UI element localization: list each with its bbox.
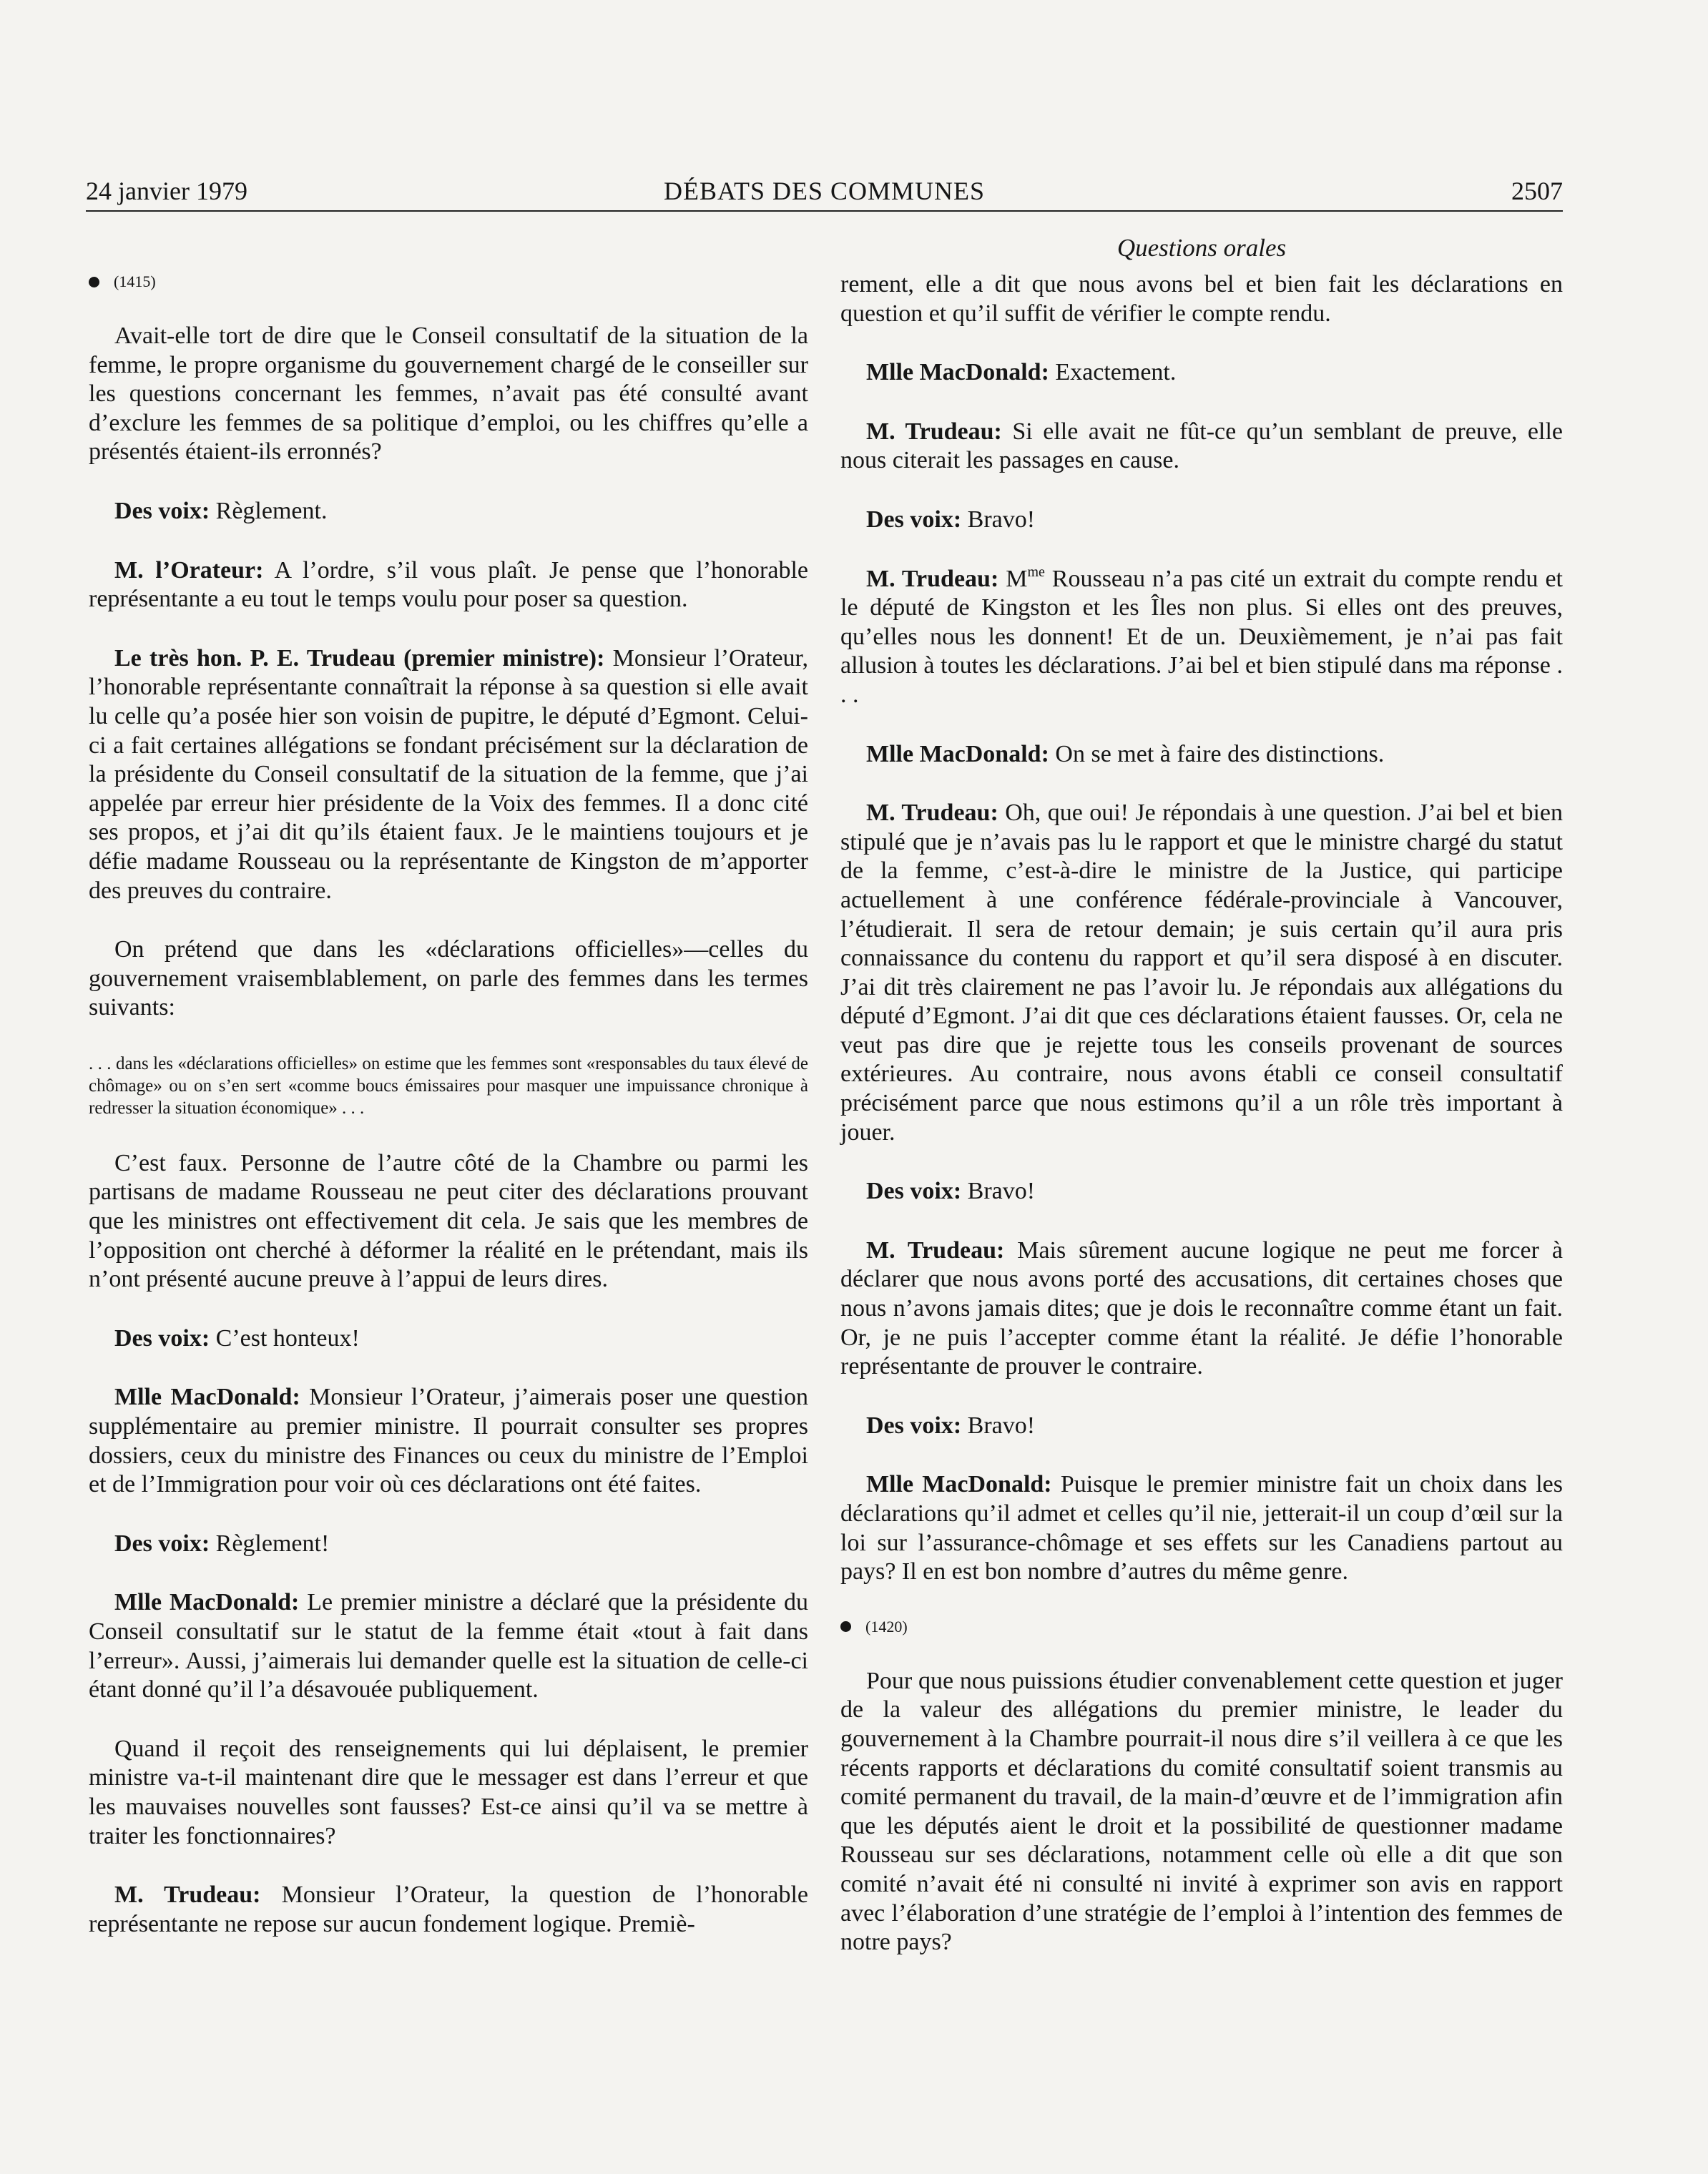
speech (840, 799, 1563, 1147)
header-title: DÉBATS DES COMMUNES (663, 177, 986, 205)
speech (840, 1236, 1563, 1382)
speech-text: Bravo! (961, 1178, 1036, 1205)
speech (89, 1588, 808, 1704)
speaker-name: Mlle MacDonald: (114, 1589, 300, 1616)
time-marker-label: (1420) (865, 1617, 908, 1636)
right-column (840, 270, 1563, 1957)
speech-text: Oh, que oui! Je répondais à une question. J’ai bel et bien stipulé que je n’avais pas lu le rapport et que le ministre chargé du statut de la femme, c’est-à-dire le ministre de la Justice, qui participe actuellement à une conférence fédérale-provinciale à Vancouver, l’étudierait. Il sera de retour demain; je suis certain qu’il aura pris connaissance du contenu du rapport et qu’il sera disposé à en discuter. J’ai dit très clairement ne pas l’avoir lu. Je répondais aux allégations du député d’Egmont. J’ai dit que ces déclarations étaient fausses. Or, cela ne veut pas dire que je rejette tous les conseils provenant de sources extérieures. Au contraire, nous avons établi ce conseil consultatif précisément parce que nous estimons qu’il a un rôle très important à jouer. (840, 800, 1563, 1146)
speech (89, 644, 808, 905)
speech (840, 418, 1563, 476)
speaker-name: Mlle MacDonald: (866, 1471, 1052, 1498)
speaker-name: M. Trudeau: (866, 1236, 1005, 1264)
page-number: 2507 (1511, 177, 1563, 205)
speaker-name: Mlle MacDonald: (114, 1384, 300, 1411)
paragraph: C’est faux. Personne de l’autre côté de la Chambre ou parmi les partisans de madame Rousseau ne peut citer des déclarations prouvant que les ministres ont effectivement dit cela. Je sais que les membres de l’opposition ont cherché à déformer la réalité en le prétendant, mais ils n’ont présenté aucune preuve à l’appui de leurs dires. (89, 1149, 808, 1293)
paragraph: Pour que nous puissions étudier convenablement cette question et juger de la valeur des allégations du premier ministre, le leader du gouvernement à la Chambre pourrait-il nous dire s’il veillera à ce que les récents rapports et déclarations du comité consultatif soient transmis au comité permanent du travail, de la main-d’œuvre et de l’immigration afin que les députés aient le droit et la possibilité de questionner madame Rousseau sur ses déclarations, notamment celle où elle a dit que son comité n’avait été ni consulté ni invité à exprimer son avis en rapport avec l’élaboration d’une stratégie de l’emploi à l’intention des femmes de notre pays? (840, 1667, 1563, 1956)
speech-text: Monsieur l’Orateur, j’aimerais poser une question supplémentaire au premier ministre. Il pourrait consulter ses propres dossiers, ceux du ministre des Finances ou ceux du ministre de l’Emploi et de l’Immigration pour voir où ces déclarations ont été faites. (89, 1384, 808, 1498)
time-marker-label: (1415) (114, 272, 156, 290)
speaker-name: Des voix: (866, 1178, 962, 1205)
speech-text: On se met à faire des distinctions. (1049, 740, 1385, 767)
superscript: me (1027, 564, 1045, 580)
speech-text: Rousseau n’a pas cité un extrait du compte rendu et le député de Kingston et les Îles non plus. Si elles ont des preuves, qu’elles nous les donnent! Et de un. Deuxièmement, je n’ai pas fait allusion à toutes les déclarations. J’ai bel et bien stipulé dans ma réponse . . . (840, 565, 1564, 708)
speaker-name: M. Trudeau: (866, 565, 999, 592)
paragraph: Quand il reçoit des renseignements qui lui déplaisent, le premier ministre va-t-il maintenant dire que le messager est dans l’erreur et que les mauvaises nouvelles sont fausses? Est-ce ainsi qu’il va se mettre à traiter les fonctionnaires? (89, 1735, 808, 1849)
speaker-name: M. l’Orateur: (114, 556, 264, 584)
speaker-name: Des voix: (114, 1324, 210, 1352)
bullet-icon (89, 277, 99, 287)
speech-text: Monsieur l’Orateur, la question de l’honorable représentante ne repose sur aucun fondement logique. Premiè- (89, 1882, 808, 1937)
speech-text: Bravo! (961, 506, 1036, 533)
speaker-name: M. Trudeau: (114, 1882, 261, 1909)
speech (840, 1470, 1563, 1586)
header-date: 24 janvier 1979 (86, 177, 247, 205)
left-column (89, 272, 808, 1939)
speech (840, 506, 1563, 535)
speech (89, 1383, 808, 1499)
time-marker (840, 1617, 1563, 1637)
speaker-name: Des voix: (114, 497, 210, 524)
speaker-name: Des voix: (866, 1412, 962, 1439)
speech-text: Mais sûrement aucune logique ne peut me forcer à déclarer que nous avons porté des accusations, dit certaines choses que nous n’avons jamais dites; que je dois le reconnaître comme étant un fait. Or, je ne puis l’accepter comme étant la réalité. Je défie l’honorable représentante de prouver le contraire. (840, 1236, 1563, 1380)
speaker-name: M. Trudeau: (866, 418, 1002, 445)
speech-text: Monsieur l’Orateur, l’honorable représentante connaîtrait la réponse à sa question si elle avait lu celle qu’a posée hier son voisin de pupitre, le député d’Egmont. Celui-ci a fait certaines allégations se fondant précisément sur la déclaration de la présidente du Conseil consultatif de la situation de la femme, que j’ai appelée par erreur hier présidente de la Voix des femmes. Il a donc cité ses propos, et j’ai dit qu’ils étaient faux. Je le maintiens toujours et je défie madame Rousseau ou la représentante de Kingston de m’apporter des preuves du contraire. (89, 644, 808, 904)
page-header (86, 174, 1563, 208)
speech (89, 556, 808, 614)
speech-text: Le premier ministre a déclaré que la présidente du Conseil consultatif sur le statut de la femme était «tout à fait dans l’erreur». Aussi, j’aimerais lui demander quelle est la situation de celle-ci étant donné qu’il l’a désavouée publiquement. (89, 1589, 809, 1703)
speech-text: Exactement. (1049, 359, 1177, 386)
speaker-name: Des voix: (114, 1530, 210, 1557)
paragraph-continued: rement, elle a dit que nous avons bel et bien fait les déclarations en question et qu’il suffit de vérifier le compte rendu. (840, 271, 1563, 327)
header-rule (86, 210, 1563, 212)
block-quote: . . . dans les «déclarations officielles» on estime que les femmes sont «responsables du taux élevé de chômage» ou on s’en sert «comme boucs émissaires pour masquer une impuissance chronique à redresser la situation économique» . . . (89, 1053, 808, 1118)
time-marker (89, 272, 808, 292)
speech-text: M (998, 565, 1028, 592)
speech-text: C’est honteux! (210, 1324, 360, 1352)
speech (89, 1881, 808, 1939)
speech-text: Bravo! (961, 1412, 1036, 1439)
speech-text: Règlement! (210, 1530, 330, 1557)
speech (840, 565, 1563, 710)
speaker-name: Le très hon. P. E. Trudeau (premier ministre): (114, 644, 605, 672)
paragraph: Avait-elle tort de dire que le Conseil consultatif de la situation de la femme, le propre organisme du gouvernement chargé de le conseiller sur les questions concernant les femmes, n’avait pas été consulté avant d’exclure les femmes de sa politique d’emploi, ou les chiffres qu’elle a présentés étaient-ils erronnés? (89, 323, 808, 466)
speech-text: Règlement. (210, 497, 328, 524)
speech-text: Puisque le premier ministre fait un choix dans les déclarations qu’il admet et celles qu’il nie, jetterait-il un coup d’œil sur la loi sur l’assurance-chômage et ses effets sur les Canadiens partout au pays? Il en est bon nombre d’autres du même genre. (840, 1471, 1564, 1585)
speech-text: Si elle avait ne fût-ce qu’un semblant de preuve, elle nous citerait les passages en cause. (840, 418, 1563, 474)
speech (840, 358, 1563, 388)
speech (840, 1177, 1563, 1206)
speaker-name: M. Trudeau: (866, 800, 998, 827)
speech (840, 740, 1563, 769)
speaker-name: Des voix: (866, 506, 962, 533)
section-label: Questions orales (1116, 234, 1287, 262)
speaker-name: Mlle MacDonald: (866, 359, 1049, 386)
speech (840, 1412, 1563, 1441)
paragraph: On prétend que dans les «déclarations officielles»—celles du gouvernement vraisemblablement, on parle des femmes dans les termes suivants: (89, 936, 808, 1021)
speech (89, 1324, 808, 1354)
speech-text: A l’ordre, s’il vous plaît. Je pense que l’honorable représentante a eu tout le temps voulu pour poser sa question. (89, 556, 808, 613)
speaker-name: Mlle MacDonald: (866, 740, 1049, 767)
bullet-icon (840, 1621, 851, 1632)
speech (89, 1530, 808, 1559)
speech (89, 497, 808, 526)
